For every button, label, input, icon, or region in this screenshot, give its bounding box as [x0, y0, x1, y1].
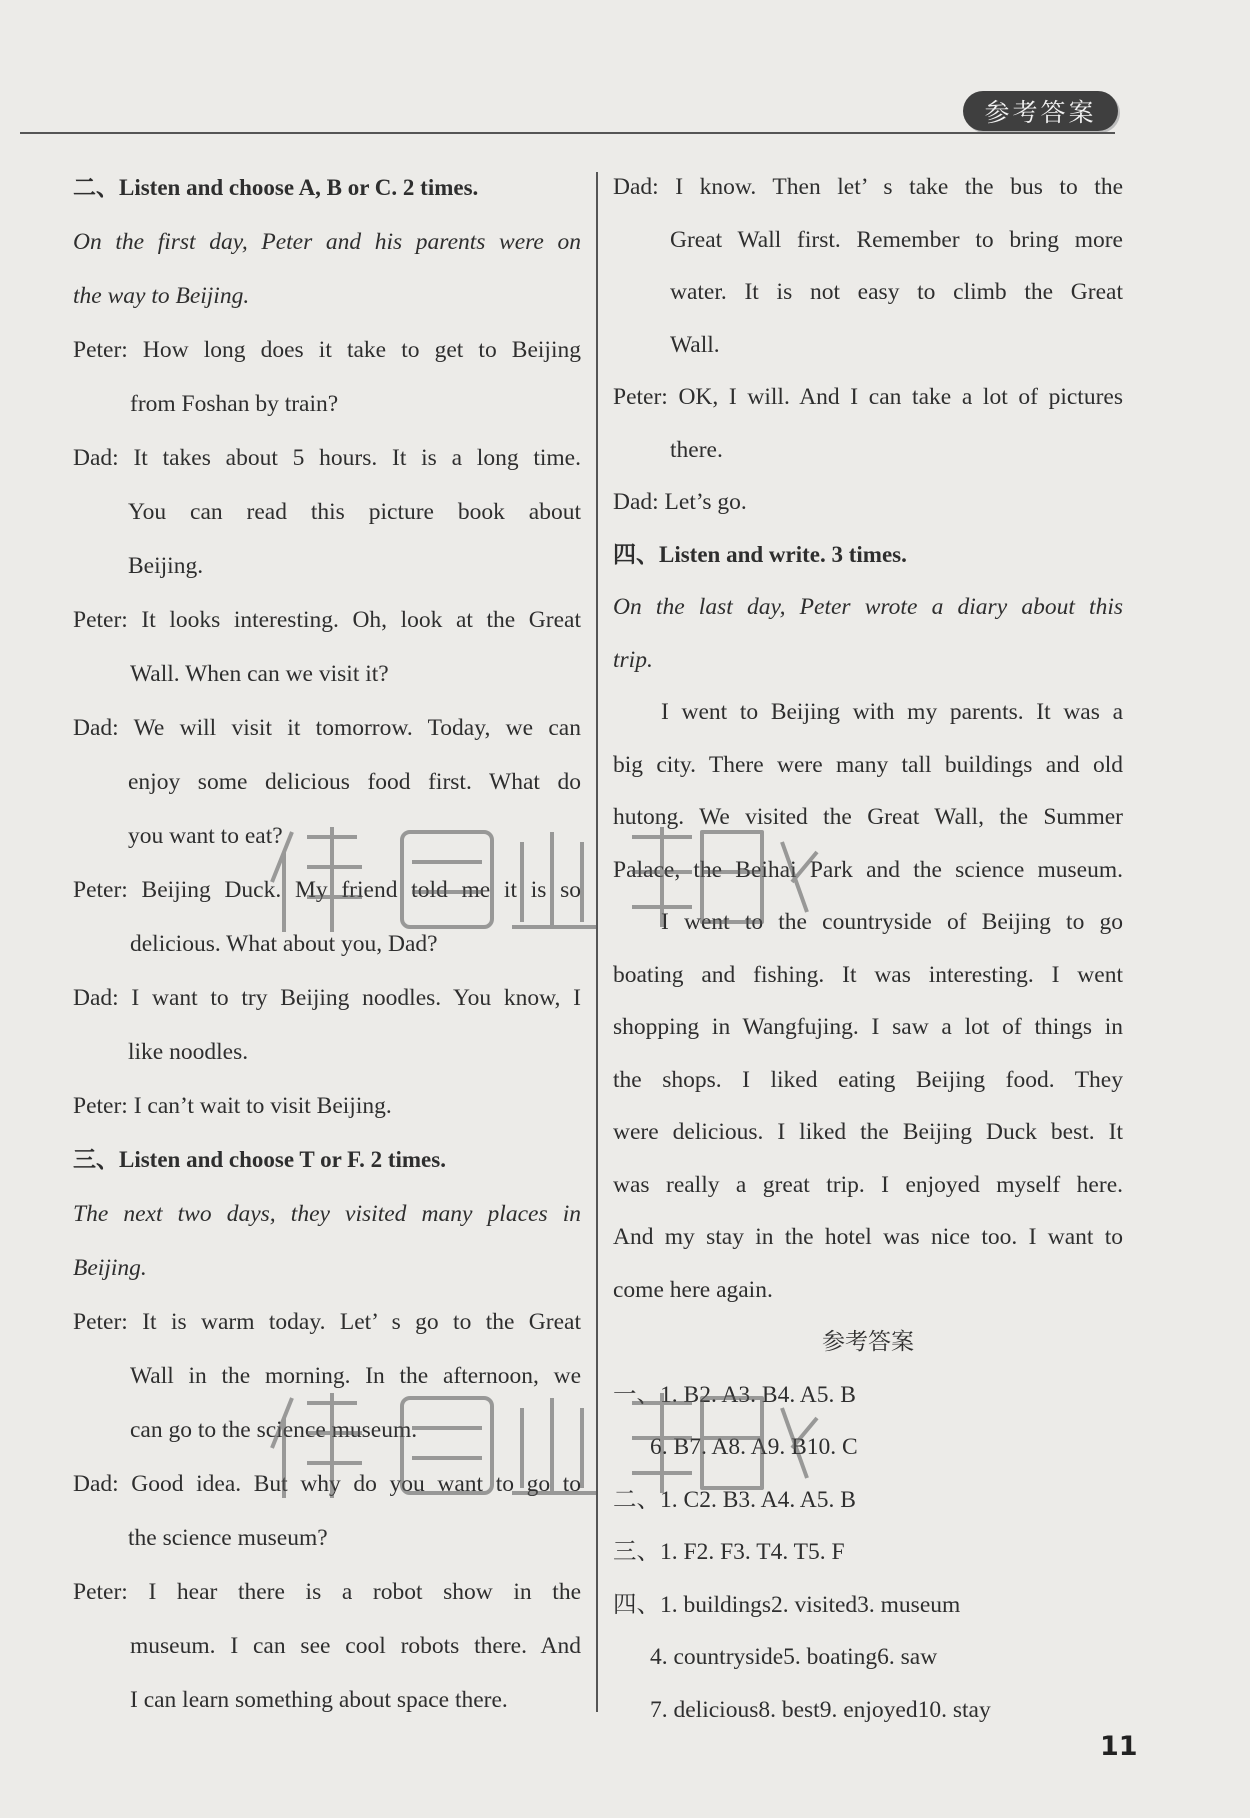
answer-row: [613, 1684, 1123, 1737]
answer-item: 6. B: [650, 1434, 690, 1460]
dialogue-line: Beijing.: [128, 553, 204, 579]
dialogue-line: Dad: It takes about 5 hours. It is a long time.: [73, 445, 581, 471]
answer-item: 2. B: [699, 1486, 739, 1513]
dialogue-line: can go to the science museum.: [130, 1417, 418, 1443]
diary-line: And my stay in the hotel was nice too. I want to: [613, 1224, 1123, 1250]
diary-line: shopping in Wangfujing. I saw a lot of things in: [613, 1014, 1123, 1040]
diary-line: I went to Beijing with my parents. It was a: [661, 699, 1123, 725]
page-number: 11: [1100, 1731, 1138, 1762]
diary-line: hutong. We visited the Great Wall, the Summer: [613, 804, 1123, 830]
dialogue-line: Great Wall first. Remember to bring more: [670, 226, 1123, 253]
answer-item: 8. best: [758, 1696, 820, 1723]
diary-line: come here again.: [613, 1276, 773, 1303]
dialogue-line: Peter: How long does it take to get to Beijing: [73, 337, 581, 363]
answer-item: 四、1. buildings: [613, 1591, 771, 1618]
dialogue-line: there.: [670, 436, 723, 463]
answer-item: 4. A: [777, 1486, 817, 1513]
answer-item: 3. A: [738, 1486, 778, 1513]
diary-line: Palace, the Beihai Park and the science museum.: [613, 856, 1123, 883]
answer-item: 10. C: [806, 1434, 858, 1460]
answer-item: 一、1. B: [613, 1381, 700, 1408]
diary-line: I went to the countryside of Beijing to go: [661, 909, 1123, 935]
dialogue-line: Wall in the morning. In the afternoon, we: [130, 1363, 581, 1389]
answer-key-badge: 参考答案: [963, 91, 1118, 131]
answer-item: 3. museum: [857, 1591, 961, 1618]
section-4-heading: 四、Listen and write. 3 times.: [613, 541, 907, 567]
answer-item: 4. A: [777, 1381, 817, 1408]
answer-item: 9. enjoyed: [819, 1696, 918, 1723]
dialogue-line: enjoy some delicious food first. What do: [128, 769, 581, 795]
answer-item: 3. B: [738, 1381, 778, 1408]
answer-item: 4. T: [770, 1539, 809, 1565]
answer-item: 5. F: [808, 1539, 845, 1565]
dialogue-line: Peter: I hear there is a robot show in the: [73, 1579, 581, 1605]
answer-item: 2. visited: [770, 1591, 858, 1618]
diary-line: the shops. I liked eating Beijing food. They: [613, 1066, 1123, 1093]
dialogue-line: delicious. What about you, Dad?: [130, 931, 438, 957]
answer-item: 5. B: [816, 1486, 856, 1513]
answer-item: 6. saw: [877, 1644, 938, 1670]
dialogue-line: Peter: OK, I will. And I can take a lot of pictures: [613, 384, 1123, 410]
answer-row: [613, 1474, 1123, 1527]
dialogue-line: Peter: I can’t wait to visit Beijing.: [73, 1093, 392, 1119]
dialogue-line: Dad: We will visit it tomorrow. Today, we can: [73, 715, 581, 741]
answer-item: 5. boating: [783, 1644, 878, 1670]
answer-row: [613, 1631, 1123, 1684]
dialogue-line: Peter: Beijing Duck. My friend told me it is so: [73, 877, 581, 903]
answer-item: 9. B: [767, 1434, 807, 1460]
dialogue-line: like noodles.: [128, 1039, 249, 1065]
dialogue-line: Dad: Good idea. But why do you want to go to: [73, 1471, 581, 1497]
answer-row: [613, 1526, 1123, 1579]
dialogue-line: from Foshan by train?: [130, 391, 339, 417]
section-4-intro-line: trip.: [613, 646, 653, 673]
answer-row: [613, 1421, 1123, 1474]
dialogue-line: Wall.: [670, 331, 720, 358]
section-2-intro-line: On the first day, Peter and his parents were on: [73, 229, 581, 255]
section-2-heading: 二、Listen and choose A, B or C. 2 times.: [73, 175, 479, 200]
dialogue-line: water. It is not easy to climb the Great: [670, 279, 1123, 305]
dialogue-line: Wall. When can we visit it?: [130, 661, 389, 687]
answer-item: 三、1. F: [613, 1539, 697, 1565]
dialogue-line: I can learn something about space there.: [130, 1687, 508, 1713]
dialogue-line: you want to eat?: [128, 823, 283, 849]
answer-item: 5. B: [816, 1381, 856, 1408]
dialogue-line: the science museum?: [128, 1525, 328, 1551]
section-3-intro-line: The next two days, they visited many places in: [73, 1201, 581, 1227]
section-4-intro-line: On the last day, Peter wrote a diary about this: [613, 594, 1123, 620]
diary-line: boating and fishing. It was interesting. I went: [613, 961, 1123, 988]
diary-line: were delicious. I liked the Beijing Duck best. It: [613, 1119, 1123, 1145]
right-column: [613, 161, 1123, 1736]
answer-row: [613, 1369, 1123, 1422]
answer-item: 二、1. C: [613, 1486, 700, 1513]
dialogue-line: Dad: I want to try Beijing noodles. You know, I: [73, 985, 581, 1011]
diary-line: big city. There were many tall buildings and old: [613, 751, 1123, 778]
dialogue-line: Dad: I know. Then let’ s take the bus to the: [613, 174, 1123, 200]
dialogue-line: Peter: It looks interesting. Oh, look at the Great: [73, 607, 581, 633]
answer-item: 7. A: [689, 1434, 729, 1460]
section-3-intro-line: Beijing.: [73, 1255, 147, 1281]
section-3-heading: 三、Listen and choose T or F. 2 times.: [73, 1147, 446, 1172]
answer-row: [613, 1579, 1123, 1632]
dialogue-line: You can read this picture book about: [128, 499, 581, 525]
column-divider: [596, 172, 598, 1712]
dialogue-line: Dad: Let’s go.: [613, 489, 747, 515]
answer-item: 2. F: [696, 1539, 734, 1565]
answer-item: 7. delicious: [650, 1696, 759, 1723]
answer-item: 3. T: [733, 1539, 771, 1565]
diary-line: was really a great trip. I enjoyed myself here.: [613, 1171, 1123, 1198]
answer-item: 4. countryside: [650, 1644, 784, 1670]
answer-item: 2. A: [699, 1381, 739, 1408]
left-column: [73, 161, 581, 1727]
dialogue-line: museum. I can see cool robots there. And: [130, 1633, 581, 1659]
section-2-intro-line: the way to Beijing.: [73, 283, 250, 309]
dialogue-line: Peter: It is warm today. Let’ s go to the Great: [73, 1309, 581, 1335]
header-rule: [20, 132, 1115, 134]
answer-item: 8. A: [728, 1434, 768, 1460]
answer-key-title: 参考答案: [822, 1329, 914, 1355]
answer-item: 10. stay: [917, 1696, 991, 1723]
